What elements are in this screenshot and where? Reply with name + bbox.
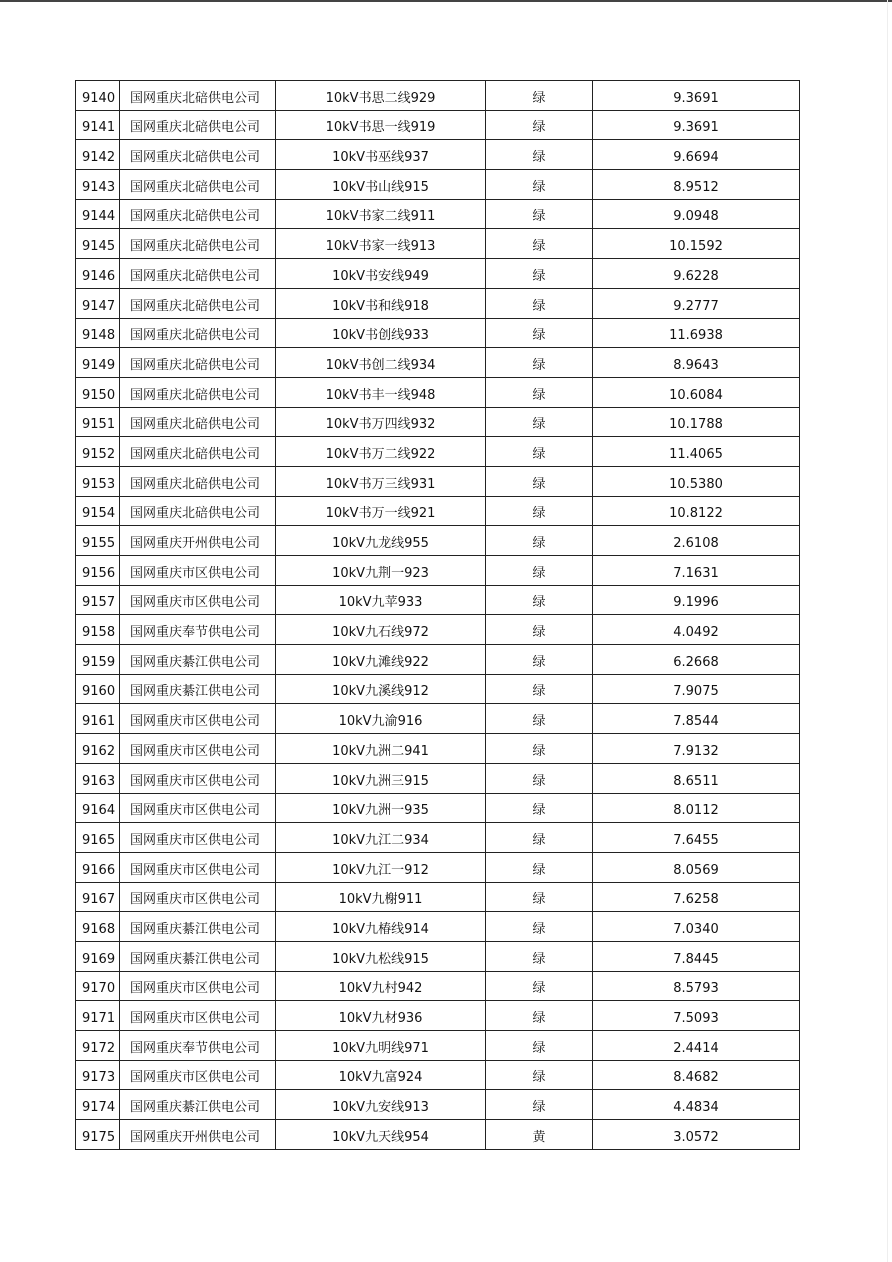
- table-row: [76, 259, 800, 289]
- table-row: [76, 318, 800, 348]
- line-name-cell: 10kV九渝916: [276, 704, 486, 734]
- row-index-cell: 9156: [76, 556, 120, 586]
- line-name-cell: 10kV书万一线921: [276, 496, 486, 526]
- line-name-cell: 10kV九洲二941: [276, 734, 486, 764]
- value-cell: 9.1996: [593, 585, 800, 615]
- table-row: [76, 526, 800, 556]
- page-top-border: [0, 0, 892, 2]
- company-name-cell: 国网重庆开州供电公司: [120, 1120, 276, 1150]
- row-index-cell: 9160: [76, 674, 120, 704]
- table-row: [76, 793, 800, 823]
- row-index-cell: 9149: [76, 348, 120, 378]
- row-index-cell: 9147: [76, 288, 120, 318]
- company-name-cell: 国网重庆市区供电公司: [120, 823, 276, 853]
- status-color-cell: 绿: [486, 1001, 593, 1031]
- table-row: [76, 912, 800, 942]
- row-index-cell: 9142: [76, 140, 120, 170]
- table-row: [76, 852, 800, 882]
- line-name-cell: 10kV书万三线931: [276, 466, 486, 496]
- row-index-cell: 9169: [76, 941, 120, 971]
- value-cell: 7.6258: [593, 882, 800, 912]
- line-name-cell: 10kV书巫线937: [276, 140, 486, 170]
- table-row: [76, 1031, 800, 1061]
- table-row: [76, 170, 800, 200]
- company-name-cell: 国网重庆北碚供电公司: [120, 81, 276, 111]
- company-name-cell: 国网重庆市区供电公司: [120, 1001, 276, 1031]
- status-color-cell: 绿: [486, 1031, 593, 1061]
- row-index-cell: 9158: [76, 615, 120, 645]
- value-cell: 10.8122: [593, 496, 800, 526]
- status-color-cell: 绿: [486, 1090, 593, 1120]
- status-color-cell: 绿: [486, 526, 593, 556]
- company-name-cell: 国网重庆北碚供电公司: [120, 466, 276, 496]
- table-row: [76, 971, 800, 1001]
- value-cell: 9.0948: [593, 199, 800, 229]
- table-row: [76, 437, 800, 467]
- value-cell: 7.8544: [593, 704, 800, 734]
- value-cell: 9.6228: [593, 259, 800, 289]
- line-name-cell: 10kV九富924: [276, 1060, 486, 1090]
- company-name-cell: 国网重庆北碚供电公司: [120, 348, 276, 378]
- status-color-cell: 绿: [486, 704, 593, 734]
- line-name-cell: 10kV九江二934: [276, 823, 486, 853]
- table-row: [76, 1060, 800, 1090]
- row-index-cell: 9167: [76, 882, 120, 912]
- line-name-cell: 10kV九江一912: [276, 852, 486, 882]
- value-cell: 8.9643: [593, 348, 800, 378]
- value-cell: 8.0569: [593, 852, 800, 882]
- company-name-cell: 国网重庆市区供电公司: [120, 852, 276, 882]
- value-cell: 7.9132: [593, 734, 800, 764]
- company-name-cell: 国网重庆奉节供电公司: [120, 615, 276, 645]
- status-color-cell: 绿: [486, 645, 593, 675]
- table-row: [76, 1001, 800, 1031]
- value-cell: 8.5793: [593, 971, 800, 1001]
- value-cell: 3.0572: [593, 1120, 800, 1150]
- row-index-cell: 9141: [76, 110, 120, 140]
- company-name-cell: 国网重庆市区供电公司: [120, 556, 276, 586]
- line-name-cell: 10kV九材936: [276, 1001, 486, 1031]
- row-index-cell: 9150: [76, 377, 120, 407]
- value-cell: 9.3691: [593, 81, 800, 111]
- line-name-cell: 10kV书家一线913: [276, 229, 486, 259]
- row-index-cell: 9170: [76, 971, 120, 1001]
- company-name-cell: 国网重庆綦江供电公司: [120, 674, 276, 704]
- company-name-cell: 国网重庆市区供电公司: [120, 763, 276, 793]
- row-index-cell: 9162: [76, 734, 120, 764]
- line-name-cell: 10kV九滩线922: [276, 645, 486, 675]
- status-color-cell: 绿: [486, 110, 593, 140]
- value-cell: 8.6511: [593, 763, 800, 793]
- row-index-cell: 9153: [76, 466, 120, 496]
- value-cell: 11.6938: [593, 318, 800, 348]
- status-color-cell: 绿: [486, 882, 593, 912]
- status-color-cell: 绿: [486, 763, 593, 793]
- row-index-cell: 9144: [76, 199, 120, 229]
- page-right-edge: [887, 0, 888, 1262]
- row-index-cell: 9151: [76, 407, 120, 437]
- company-name-cell: 国网重庆市区供电公司: [120, 734, 276, 764]
- company-name-cell: 国网重庆北碚供电公司: [120, 140, 276, 170]
- company-name-cell: 国网重庆北碚供电公司: [120, 288, 276, 318]
- status-color-cell: 绿: [486, 259, 593, 289]
- row-index-cell: 9159: [76, 645, 120, 675]
- value-cell: 2.6108: [593, 526, 800, 556]
- value-cell: 10.1592: [593, 229, 800, 259]
- status-color-cell: 绿: [486, 912, 593, 942]
- status-color-cell: 绿: [486, 288, 593, 318]
- value-cell: 2.4414: [593, 1031, 800, 1061]
- company-name-cell: 国网重庆北碚供电公司: [120, 496, 276, 526]
- table-row: [76, 199, 800, 229]
- line-name-cell: 10kV九洲一935: [276, 793, 486, 823]
- line-name-cell: 10kV书思二线929: [276, 81, 486, 111]
- table-row: [76, 585, 800, 615]
- line-name-cell: 10kV书万二线922: [276, 437, 486, 467]
- line-name-cell: 10kV九安线913: [276, 1090, 486, 1120]
- table-row: [76, 704, 800, 734]
- value-cell: 8.4682: [593, 1060, 800, 1090]
- line-name-cell: 10kV书安线949: [276, 259, 486, 289]
- table-row: [76, 407, 800, 437]
- status-color-cell: 绿: [486, 615, 593, 645]
- company-name-cell: 国网重庆北碚供电公司: [120, 437, 276, 467]
- status-color-cell: 绿: [486, 1060, 593, 1090]
- status-color-cell: 绿: [486, 348, 593, 378]
- status-color-cell: 绿: [486, 674, 593, 704]
- line-name-cell: 10kV书山线915: [276, 170, 486, 200]
- status-color-cell: 绿: [486, 734, 593, 764]
- line-name-cell: 10kV九椿线914: [276, 912, 486, 942]
- company-name-cell: 国网重庆北碚供电公司: [120, 259, 276, 289]
- line-name-cell: 10kV九村942: [276, 971, 486, 1001]
- value-cell: 4.0492: [593, 615, 800, 645]
- company-name-cell: 国网重庆市区供电公司: [120, 882, 276, 912]
- status-color-cell: 绿: [486, 466, 593, 496]
- company-name-cell: 国网重庆市区供电公司: [120, 585, 276, 615]
- value-cell: 7.1631: [593, 556, 800, 586]
- table-row: [76, 823, 800, 853]
- value-cell: 10.1788: [593, 407, 800, 437]
- value-cell: 7.5093: [593, 1001, 800, 1031]
- status-color-cell: 绿: [486, 496, 593, 526]
- line-name-cell: 10kV书万四线932: [276, 407, 486, 437]
- table-row: [76, 110, 800, 140]
- status-color-cell: 黄: [486, 1120, 593, 1150]
- company-name-cell: 国网重庆北碚供电公司: [120, 318, 276, 348]
- row-index-cell: 9166: [76, 852, 120, 882]
- row-index-cell: 9173: [76, 1060, 120, 1090]
- line-name-cell: 10kV九松线915: [276, 941, 486, 971]
- value-cell: 9.6694: [593, 140, 800, 170]
- status-color-cell: 绿: [486, 407, 593, 437]
- status-color-cell: 绿: [486, 229, 593, 259]
- table-row: [76, 348, 800, 378]
- status-color-cell: 绿: [486, 199, 593, 229]
- table-row: [76, 645, 800, 675]
- value-cell: 7.8445: [593, 941, 800, 971]
- status-color-cell: 绿: [486, 823, 593, 853]
- company-name-cell: 国网重庆市区供电公司: [120, 971, 276, 1001]
- table-row: [76, 1120, 800, 1150]
- value-cell: 10.5380: [593, 466, 800, 496]
- row-index-cell: 9157: [76, 585, 120, 615]
- line-name-cell: 10kV九明线971: [276, 1031, 486, 1061]
- table-row: [76, 882, 800, 912]
- status-color-cell: 绿: [486, 318, 593, 348]
- table-row: [76, 763, 800, 793]
- company-name-cell: 国网重庆北碚供电公司: [120, 377, 276, 407]
- company-name-cell: 国网重庆市区供电公司: [120, 704, 276, 734]
- line-name-cell: 10kV九苹933: [276, 585, 486, 615]
- row-index-cell: 9172: [76, 1031, 120, 1061]
- line-name-cell: 10kV九洲三915: [276, 763, 486, 793]
- row-index-cell: 9168: [76, 912, 120, 942]
- status-color-cell: 绿: [486, 140, 593, 170]
- table-row: [76, 466, 800, 496]
- row-index-cell: 9143: [76, 170, 120, 200]
- line-name-cell: 10kV书丰一线948: [276, 377, 486, 407]
- table-row: [76, 81, 800, 111]
- line-name-cell: 10kV九荆一923: [276, 556, 486, 586]
- company-name-cell: 国网重庆市区供电公司: [120, 1060, 276, 1090]
- row-index-cell: 9154: [76, 496, 120, 526]
- value-cell: 9.2777: [593, 288, 800, 318]
- row-index-cell: 9145: [76, 229, 120, 259]
- table-row: [76, 556, 800, 586]
- row-index-cell: 9148: [76, 318, 120, 348]
- value-cell: 7.9075: [593, 674, 800, 704]
- company-name-cell: 国网重庆綦江供电公司: [120, 1090, 276, 1120]
- row-index-cell: 9140: [76, 81, 120, 111]
- row-index-cell: 9164: [76, 793, 120, 823]
- row-index-cell: 9152: [76, 437, 120, 467]
- company-name-cell: 国网重庆北碚供电公司: [120, 170, 276, 200]
- value-cell: 9.3691: [593, 110, 800, 140]
- line-name-cell: 10kV书创线933: [276, 318, 486, 348]
- table-row: [76, 140, 800, 170]
- company-name-cell: 国网重庆市区供电公司: [120, 793, 276, 823]
- status-color-cell: 绿: [486, 585, 593, 615]
- table-row: [76, 288, 800, 318]
- company-name-cell: 国网重庆綦江供电公司: [120, 645, 276, 675]
- row-index-cell: 9161: [76, 704, 120, 734]
- status-color-cell: 绿: [486, 852, 593, 882]
- value-cell: 8.0112: [593, 793, 800, 823]
- status-color-cell: 绿: [486, 556, 593, 586]
- value-cell: 11.4065: [593, 437, 800, 467]
- table-row: [76, 615, 800, 645]
- status-color-cell: 绿: [486, 437, 593, 467]
- row-index-cell: 9174: [76, 1090, 120, 1120]
- table-row: [76, 734, 800, 764]
- value-cell: 10.6084: [593, 377, 800, 407]
- table-row: [76, 496, 800, 526]
- table-body: [76, 81, 800, 1150]
- line-name-cell: 10kV书思一线919: [276, 110, 486, 140]
- company-name-cell: 国网重庆奉节供电公司: [120, 1031, 276, 1061]
- company-name-cell: 国网重庆北碚供电公司: [120, 199, 276, 229]
- company-name-cell: 国网重庆北碚供电公司: [120, 110, 276, 140]
- row-index-cell: 9155: [76, 526, 120, 556]
- company-name-cell: 国网重庆北碚供电公司: [120, 407, 276, 437]
- line-name-cell: 10kV九龙线955: [276, 526, 486, 556]
- data-table: [75, 80, 800, 1150]
- line-name-cell: 10kV九天线954: [276, 1120, 486, 1150]
- table-row: [76, 1090, 800, 1120]
- line-name-cell: 10kV书和线918: [276, 288, 486, 318]
- status-color-cell: 绿: [486, 793, 593, 823]
- table-row: [76, 941, 800, 971]
- table-row: [76, 229, 800, 259]
- row-index-cell: 9165: [76, 823, 120, 853]
- line-name-cell: 10kV书创二线934: [276, 348, 486, 378]
- company-name-cell: 国网重庆綦江供电公司: [120, 941, 276, 971]
- value-cell: 7.6455: [593, 823, 800, 853]
- line-name-cell: 10kV书家二线911: [276, 199, 486, 229]
- table-row: [76, 674, 800, 704]
- company-name-cell: 国网重庆綦江供电公司: [120, 912, 276, 942]
- row-index-cell: 9163: [76, 763, 120, 793]
- row-index-cell: 9175: [76, 1120, 120, 1150]
- row-index-cell: 9171: [76, 1001, 120, 1031]
- line-name-cell: 10kV九溪线912: [276, 674, 486, 704]
- value-cell: 6.2668: [593, 645, 800, 675]
- line-name-cell: 10kV九石线972: [276, 615, 486, 645]
- company-name-cell: 国网重庆开州供电公司: [120, 526, 276, 556]
- value-cell: 8.9512: [593, 170, 800, 200]
- status-color-cell: 绿: [486, 170, 593, 200]
- value-cell: 4.4834: [593, 1090, 800, 1120]
- status-color-cell: 绿: [486, 81, 593, 111]
- value-cell: 7.0340: [593, 912, 800, 942]
- status-color-cell: 绿: [486, 941, 593, 971]
- company-name-cell: 国网重庆北碚供电公司: [120, 229, 276, 259]
- status-color-cell: 绿: [486, 377, 593, 407]
- line-name-cell: 10kV九榭911: [276, 882, 486, 912]
- status-color-cell: 绿: [486, 971, 593, 1001]
- table-row: [76, 377, 800, 407]
- row-index-cell: 9146: [76, 259, 120, 289]
